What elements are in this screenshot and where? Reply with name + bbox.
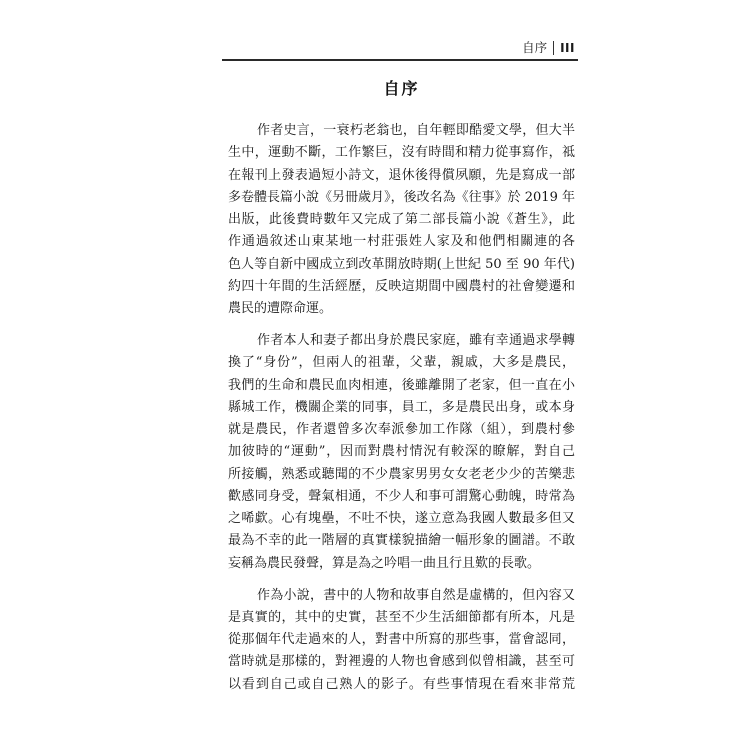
paragraph-1-line-5: 出版，此後費時數年又完成了第二部長篇小說《蒼生》，此: [228, 212, 575, 227]
paragraph-2-line-5: 就是農民，作者還曾多次奉派參加工作隊（組），到農村參: [228, 422, 575, 437]
paragraph-3-line-2: 是真實的，其中的史實，甚至不少生活細節都有所本，凡是: [228, 609, 575, 625]
paragraph-2-line-10: 最為不幸的此一階層的真實樣貌描繪一幅形象的圖譜。不敢: [228, 533, 575, 549]
paragraph-2-line-1: 作者本人和妻子都出身於農民家庭，雖有幸通過求學轉: [257, 333, 575, 348]
running-header-section: 自序: [522, 40, 548, 55]
paragraph-3-line-4: 當時就是那樣的，對裡邊的人物也會感到似曾相識，甚至可: [228, 654, 575, 670]
running-header: [522, 40, 575, 56]
paragraph-2-line-9: 之唏歔。心有塊壘，不吐不快，遂立意為我國人數最多但又: [228, 511, 575, 526]
paragraph-3-line-3: 從那個年代走過來的人，對書中所寫的那些事，當會認同，: [228, 632, 575, 647]
page-number: III: [560, 41, 575, 55]
paragraph-1-line-7: 色人等自新中國成立到改革開放時期(上世紀 50 至 90 年代): [228, 256, 575, 272]
paragraph-1-line-3: 在報刊上發表過短小詩文，退休後得償夙願，先是寫成一部: [228, 167, 575, 183]
paragraph-2: [228, 330, 575, 575]
paragraph-3: [228, 585, 575, 696]
paragraph-2-line-4: 縣城工作，機關企業的同事，員工，多是農民出身，或本身: [228, 399, 575, 415]
paragraph-1-line-1: 作者史言，一衰朽老翁也，自年輕即酷愛文學，但大半: [257, 123, 575, 138]
paragraph-3-line-1: 作為小說，書中的人物和故事自然是虛構的，但內容又: [257, 587, 575, 603]
body-text: [228, 120, 575, 696]
paragraph-2-line-11: 妄稱為農民發聲，算是為之吟唱一曲且行且歎的長歌。: [228, 555, 541, 571]
paragraph-1-line-4: 多卷體長篇小說《另冊歲月》，後改名為《往事》於 2019 年: [228, 189, 575, 205]
paragraph-1: [228, 120, 575, 320]
paragraph-1-line-2: 生中，運動不斷，工作繁巨，沒有時間和精力從事寫作，祗: [228, 145, 575, 161]
chapter-title: 自序: [383, 79, 420, 98]
paragraph-1-line-8: 約四十年間的生活經歷，反映這期間中國農村的社會變遷和: [228, 278, 575, 294]
paragraph-1-line-6: 作通過敘述山東某地一村莊張姓人家及和他們相關連的各: [228, 234, 575, 250]
paragraph-2-line-2: 換了“身份”，但兩人的祖輩，父輩，親戚，大多是農民，: [228, 355, 575, 371]
paragraph-2-line-6: 加彼時的“運動”，因而對農村情況有較深的瞭解，對自己: [228, 444, 575, 460]
running-header-divider: [553, 41, 554, 55]
paragraph-2-line-3: 我們的生命和農民血肉相連，後雖離開了老家，但一直在小: [228, 377, 575, 393]
paragraph-1-line-9: 農民的遭際命運。: [228, 301, 333, 316]
header-rule: [222, 59, 578, 61]
paragraph-3-line-5: 以看到自己或自己熟人的影子。有些事情現在看來非常荒: [228, 676, 575, 692]
paragraph-2-line-8: 歡感同身受，聲氣相通，不少人和事可謂驚心動魄，時常為: [228, 488, 575, 504]
paragraph-2-line-7: 所接觸，熟悉或聽聞的不少農家男男女女老老少少的苦樂悲: [228, 466, 575, 482]
